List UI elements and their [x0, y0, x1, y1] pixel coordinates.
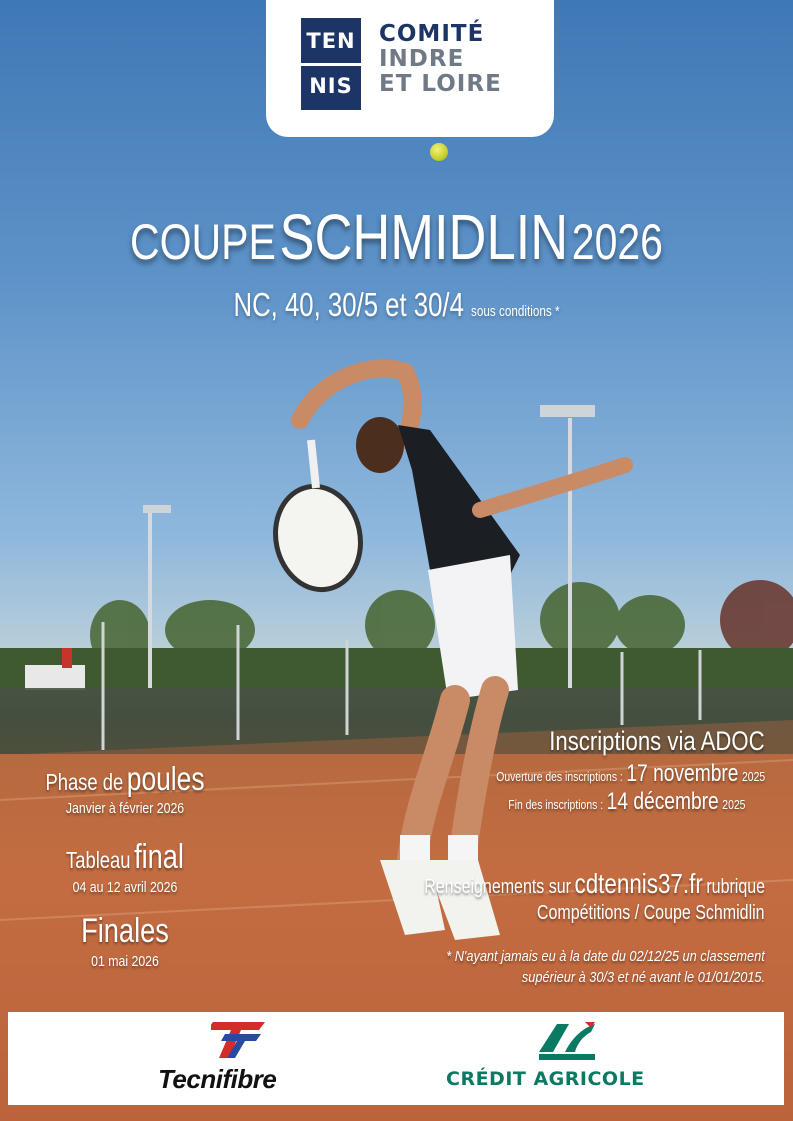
title-word-coupe: COUPE [130, 214, 276, 270]
conditions-line-1: * N'ayant jamais eu à la date du 02/12/25 un classement [446, 948, 765, 965]
organization-name [379, 22, 502, 97]
phase-finales-word: Finales [81, 912, 169, 950]
info-prefix: Renseignements sur [424, 876, 571, 898]
phase-finales [20, 912, 230, 970]
phase-poules [20, 760, 230, 817]
phase-tableau-dates: 04 au 12 avril 2026 [72, 879, 178, 896]
info-line [424, 868, 765, 900]
tecnifibre-logo-icon [211, 1020, 267, 1060]
phase-poules-word: poules [126, 760, 205, 797]
credit-agricole-logo-icon [535, 1018, 599, 1064]
info-path: Compétitions / Coupe Schmidlin [537, 902, 765, 924]
sponsor-credit-agricole: CRÉDIT AGRICOLE [446, 1068, 645, 1090]
logo-line-1: TEN [306, 29, 356, 53]
subtitle [87, 286, 706, 324]
title-word-schmidlin: SCHMIDLIN [279, 201, 569, 273]
inscriptions-close [508, 788, 745, 816]
logo-line-2: NIS [309, 74, 353, 98]
tennis-logo [301, 18, 361, 110]
close-year: 2025 [721, 797, 745, 812]
logo-card [266, 0, 554, 137]
open-date: 17 novembre [626, 760, 739, 787]
conditions-line-2: supérieur à 30/3 et né avant le 01/01/2015. [521, 969, 765, 986]
tennis-ball-icon [430, 143, 448, 161]
phase-poules-prefix: Phase de [45, 769, 124, 795]
sponsor-bar [8, 1012, 784, 1105]
close-date: 14 décembre [606, 788, 719, 815]
open-year: 2025 [741, 769, 765, 784]
phase-poules-dates: Janvier à février 2026 [65, 800, 185, 817]
page-title [71, 200, 721, 274]
inscriptions-open [496, 760, 765, 788]
phase-tableau-prefix: Tableau [66, 847, 131, 873]
info-site-link: cdtennis37.fr [574, 868, 703, 899]
logo-divider [301, 63, 361, 66]
org-line-1: COMITÉ [379, 21, 485, 47]
phase-finales-dates: 01 mai 2026 [91, 953, 159, 970]
sponsor-tecnifibre: Tecnifibre [158, 1064, 277, 1094]
phase-tableau [20, 838, 230, 896]
open-label: Ouverture des inscriptions : [496, 769, 623, 784]
phase-tableau-word: final [134, 838, 184, 876]
org-line-2: INDRE [379, 46, 465, 72]
title-year: 2026 [571, 214, 663, 270]
inscriptions-heading: Inscriptions via ADOC [549, 726, 765, 756]
org-line-3: ET LOIRE [379, 71, 502, 97]
subtitle-note: sous conditions * [471, 303, 560, 320]
close-label: Fin des inscriptions : [507, 797, 603, 812]
info-suffix: rubrique [706, 876, 765, 898]
subtitle-levels: NC, 40, 30/5 et 30/4 [233, 286, 464, 323]
